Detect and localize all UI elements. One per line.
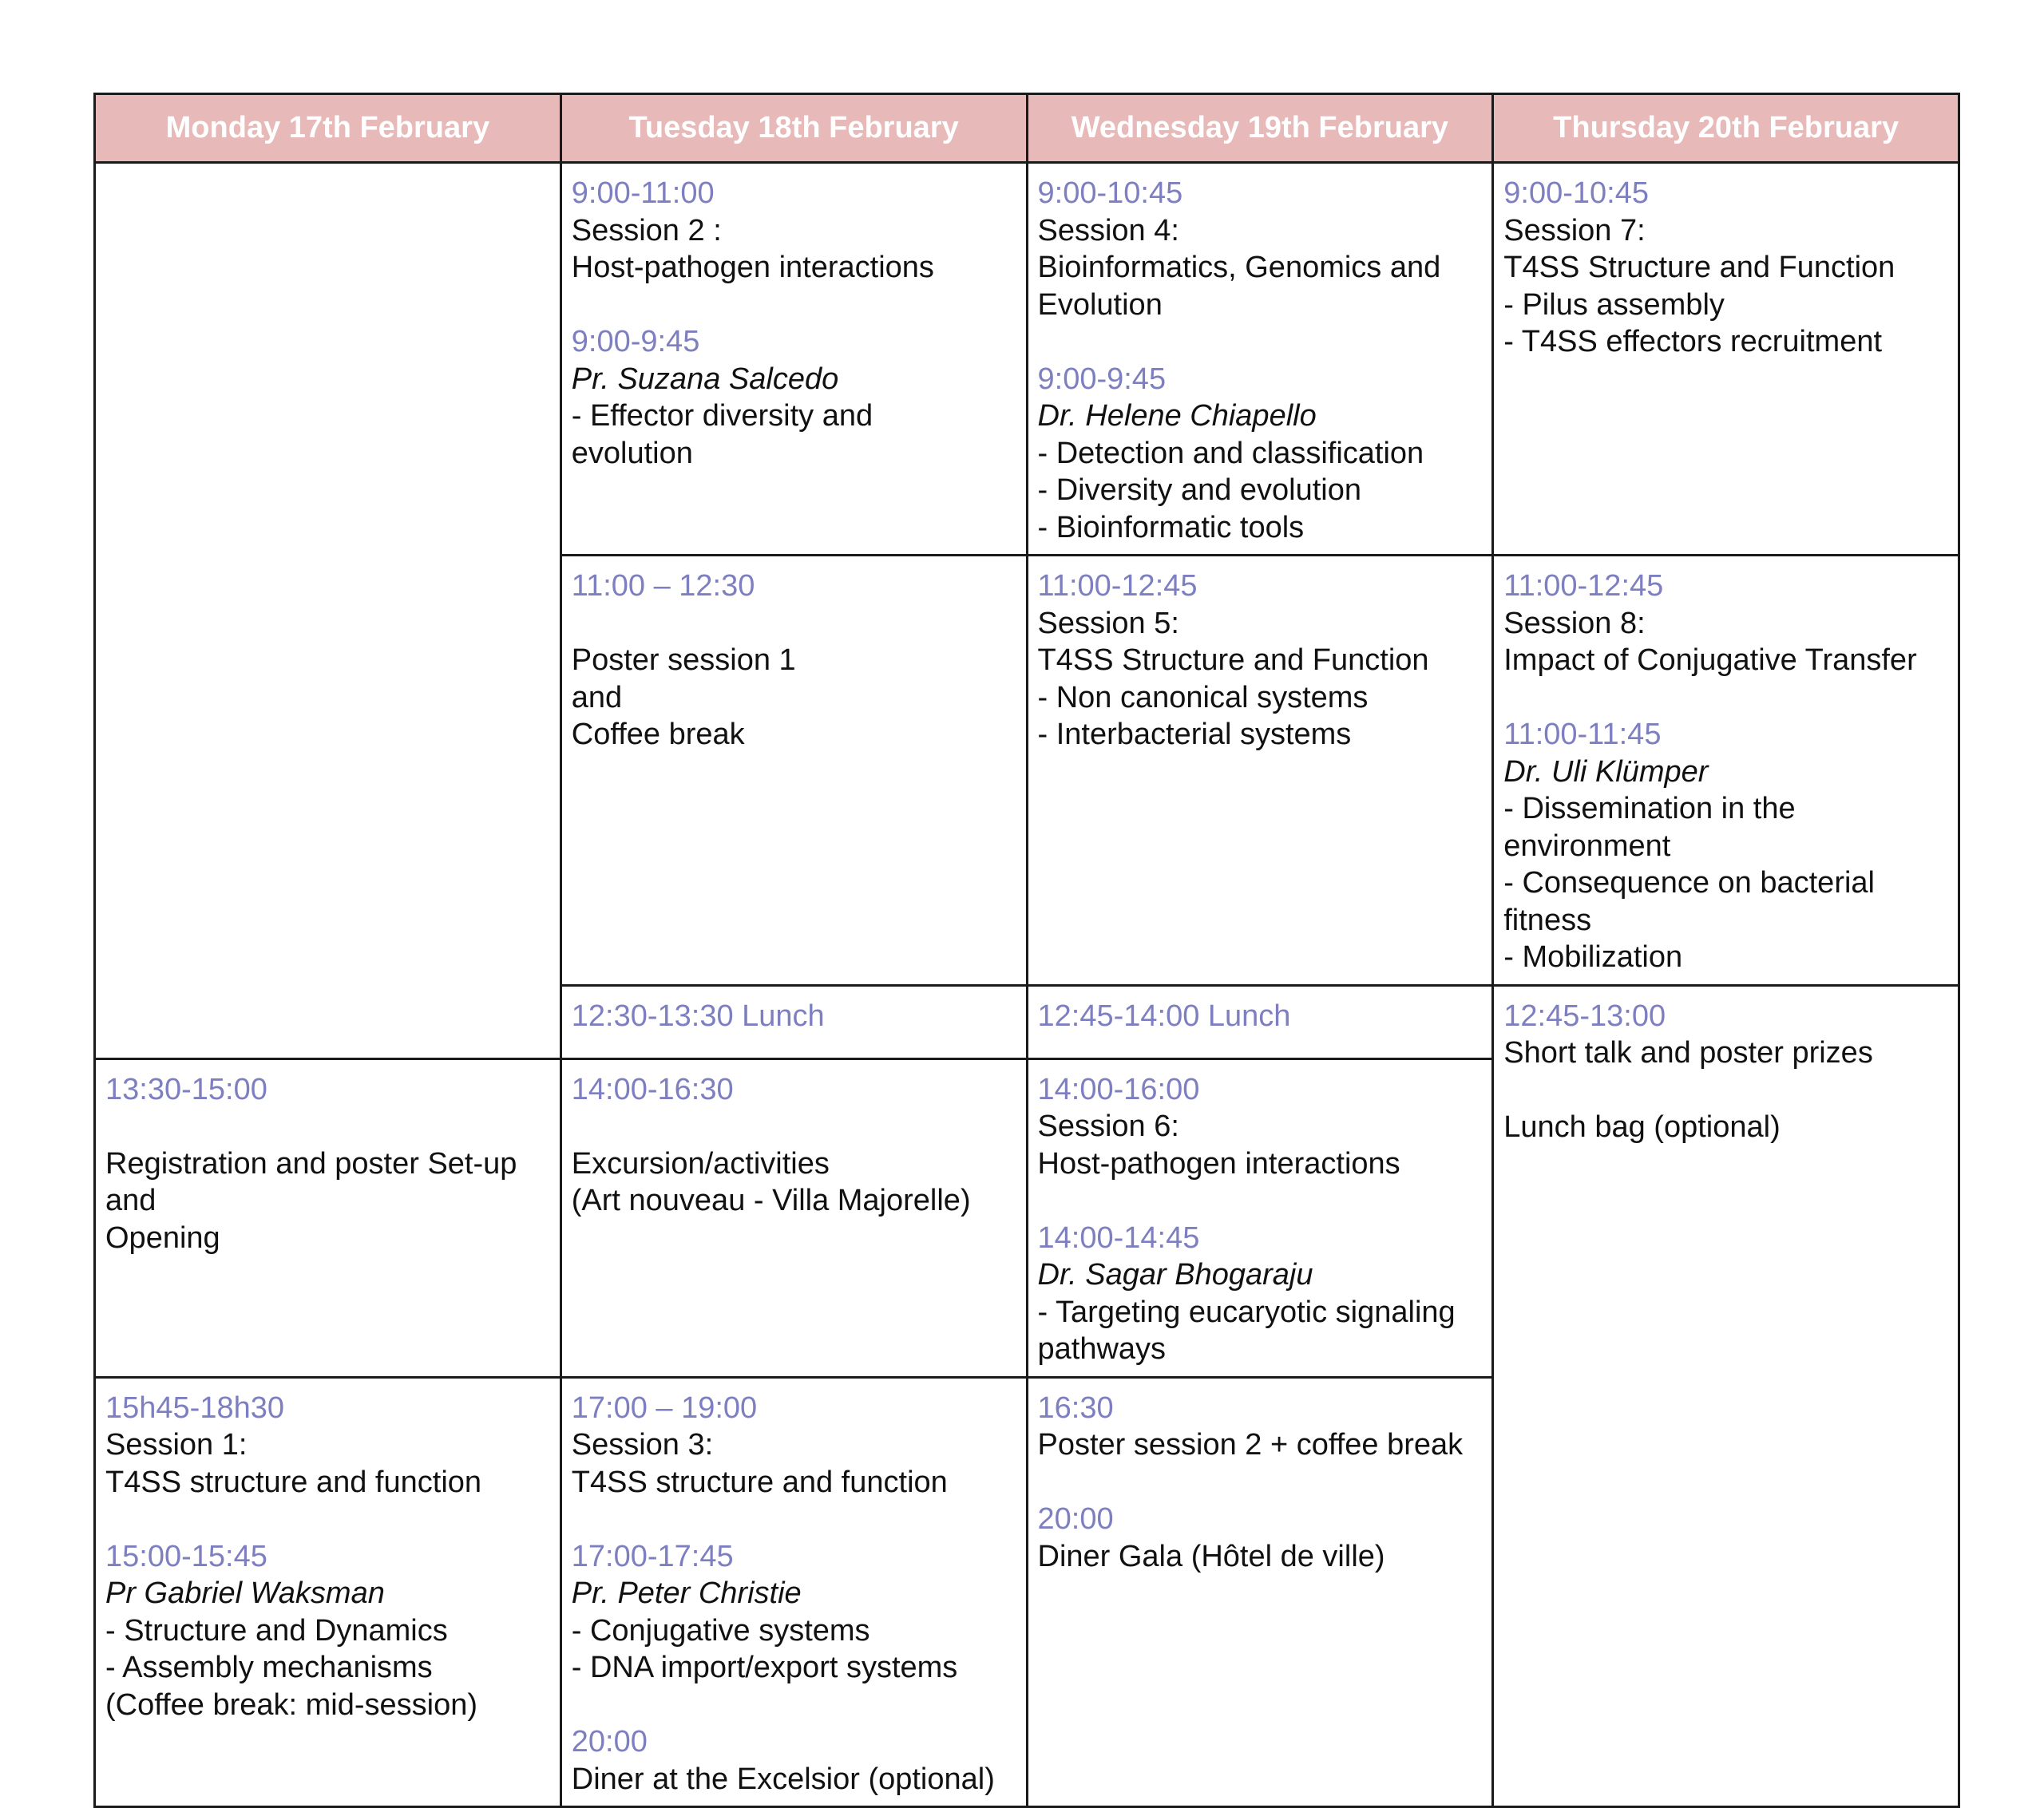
day-header-monday: Monday 17th February [95,94,561,163]
speaker-name: Pr Gabriel Waksman [105,1577,385,1610]
day-header-wednesday: Wednesday 19th February [1027,94,1493,163]
dinner-time: 20:00 [1037,1502,1114,1536]
session-title: Impact of Conjugative Transfer [1503,643,1917,677]
speaker-name: Pr. Suzana Salcedo [571,362,839,396]
session-number: Session 8: [1503,606,1646,640]
topic-line: - Consequence on bacterial [1503,866,1875,900]
thursday-late-morning-cell [1493,556,1959,986]
session-time: 11:00-12:45 [1037,569,1198,603]
topic-line: pathways [1037,1332,1167,1366]
topic-line: (Coffee break: mid-session) [105,1687,478,1722]
topic-line: - Detection and classification [1037,436,1424,470]
wednesday-evening-cell [1027,1377,1493,1807]
wednesday-afternoon-cell [1027,1058,1493,1377]
session-number: Session 5: [1037,606,1179,640]
topic-line: - Targeting eucaryotic signaling [1037,1295,1456,1329]
session-title: T4SS Structure and Function [1503,251,1895,284]
activity-line: Poster session 2 + coffee break [1037,1428,1464,1462]
session-number: Session 7: [1503,213,1646,247]
speaker-name: Pr. Peter Christie [571,1577,802,1610]
lunch-label: 12:45-14:00 Lunch [1037,999,1291,1033]
activity-line: and [571,680,623,714]
wednesday-late-morning-cell [1027,556,1493,986]
schedule-table [93,93,1960,1808]
session-title: Evolution [1037,287,1163,322]
session-time: 9:00-10:45 [1503,176,1649,210]
activity-line: Short talk and poster prizes [1503,1036,1873,1070]
session-number: Session 2 : [571,213,722,247]
session-title: T4SS Structure and Function [1037,643,1429,677]
activity-line: Opening [105,1220,220,1255]
talk-time: 17:00-17:45 [571,1539,734,1573]
day-header-tuesday: Tuesday 18th February [561,94,1027,163]
tuesday-late-morning-cell [561,556,1027,986]
topic-line: - DNA import/export systems [571,1651,958,1684]
talk-time: 9:00-9:45 [1037,362,1167,396]
session-title: T4SS structure and function [571,1465,948,1499]
session-time: 14:00-16:00 [1037,1072,1200,1106]
topic-line: - Assembly mechanisms [105,1651,433,1684]
session-title: Bioinformatics, Genomics and [1037,251,1441,284]
topic-line: evolution [571,436,693,470]
activity-line: Registration and poster Set-up [105,1146,517,1181]
topic-line: - Diversity and evolution [1037,473,1362,507]
topic-line: fitness [1503,903,1592,937]
topic-line: - T4SS effectors recruitment [1503,325,1883,358]
thursday-afternoon-cell [1493,985,1959,1807]
tuesday-lunch-cell [561,985,1027,1058]
session-time: 15h45-18h30 [105,1391,284,1425]
talk-time: 14:00-14:45 [1037,1220,1200,1255]
monday-afternoon-cell [95,1058,561,1377]
monday-morning-empty-cell [95,163,561,1059]
topic-line: - Bioinformatic tools [1037,510,1305,544]
session-time: 11:00 – 12:30 [571,569,755,603]
activity-line: and [105,1184,156,1217]
talk-time: 9:00-9:45 [571,325,700,358]
thursday-morning-cell [1493,163,1959,556]
talk-time: 15:00-15:45 [105,1539,267,1573]
activity-line: Lunch bag (optional) [1503,1110,1781,1144]
talk-time: 11:00-11:45 [1503,718,1662,751]
session-time: 9:00-10:45 [1037,176,1183,210]
session-time: 13:30-15:00 [105,1072,267,1106]
speaker-name: Dr. Sagar Bhogaraju [1037,1258,1313,1292]
topic-line: - Pilus assembly [1503,287,1725,322]
speaker-name: Dr. Helene Chiapello [1037,399,1317,433]
session-time: 14:00-16:30 [571,1072,734,1106]
topic-line: - Dissemination in the [1503,792,1796,825]
session-time: 16:30 [1037,1391,1114,1425]
tuesday-evening-cell [561,1377,1027,1807]
dinner-line: Diner at the Excelsior (optional) [571,1762,995,1796]
dinner-line: Diner Gala (Hôtel de ville) [1037,1539,1385,1573]
day-header-thursday: Thursday 20th February [1493,94,1959,163]
wednesday-morning-cell [1027,163,1493,556]
monday-evening-cell [95,1377,561,1807]
dinner-time: 20:00 [571,1725,648,1759]
session-time: 12:45-13:00 [1503,999,1666,1033]
session-number: Session 6: [1037,1110,1179,1143]
session-title: T4SS structure and function [105,1465,482,1499]
session-number: Session 4: [1037,213,1179,247]
topic-line: - Conjugative systems [571,1613,870,1648]
lunch-label: 12:30-13:30 Lunch [571,999,825,1033]
tuesday-afternoon-cell [561,1058,1027,1377]
session-title: Host-pathogen interactions [1037,1146,1400,1181]
activity-line: (Art nouveau - Villa Majorelle) [571,1184,971,1217]
schedule-row-morning [95,163,1959,556]
session-number: Session 1: [105,1428,248,1462]
session-time: 11:00-12:45 [1503,569,1664,603]
session-title: Host-pathogen interactions [571,251,934,284]
topic-line: - Mobilization [1503,940,1683,974]
wednesday-lunch-cell [1027,985,1493,1058]
session-number: Session 3: [571,1428,714,1462]
topic-line: - Interbacterial systems [1037,718,1352,751]
activity-line: Excursion/activities [571,1146,830,1181]
activity-line: Coffee break [571,718,745,751]
topic-line: environment [1503,829,1671,863]
tuesday-morning-cell [561,163,1027,556]
topic-line: - Structure and Dynamics [105,1613,448,1648]
header-row [95,94,1959,163]
activity-line: Poster session 1 [571,643,796,677]
speaker-name: Dr. Uli Klümper [1503,754,1709,789]
session-time: 9:00-11:00 [571,176,715,210]
topic-line: - Effector diversity and [571,399,873,433]
session-time: 17:00 – 19:00 [571,1391,758,1425]
topic-line: - Non canonical systems [1037,680,1369,714]
